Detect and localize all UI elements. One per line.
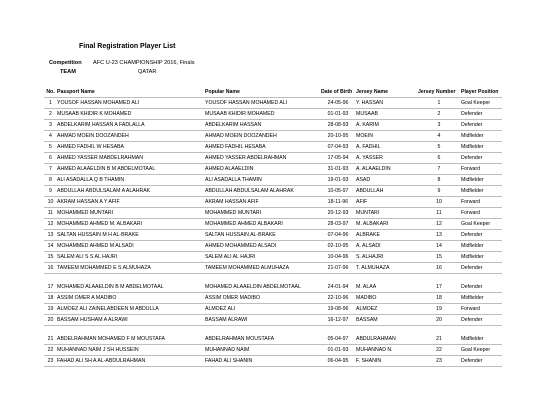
header-popular-name: Popular Name (204, 87, 320, 98)
cell-no: 22 (44, 345, 56, 356)
table-row (44, 98, 502, 109)
cell-passport-name: YOUSOF HASSAN MOHAMED ALI (56, 98, 204, 109)
cell-jersey-number: 16 (417, 263, 460, 274)
cell-jersey-number: 12 (417, 219, 460, 230)
cell-no: 5 (44, 142, 56, 153)
cell-jersey-name: MUSAAB (355, 109, 417, 120)
cell-date-of-birth: 28-03-97 (320, 219, 355, 230)
table-row (44, 263, 502, 274)
cell-date-of-birth: 20-10-95 (320, 131, 355, 142)
cell-player-position: Defender (460, 274, 502, 293)
cell-date-of-birth: 10-05-97 (320, 186, 355, 197)
cell-jersey-number: 23 (417, 356, 460, 367)
cell-date-of-birth: 10-04-96 (320, 252, 355, 263)
table-row (44, 120, 502, 131)
cell-no: 16 (44, 263, 56, 274)
table-row (44, 219, 502, 230)
cell-passport-name: AHMED ALAAELDIN B M ABDELMOTAAL (56, 164, 204, 175)
table-header-row (44, 87, 502, 98)
cell-jersey-name: ABDULLAH (355, 186, 417, 197)
cell-passport-name: AHMED FADHIL W HESABA (56, 142, 204, 153)
cell-no: 14 (44, 241, 56, 252)
cell-jersey-number: 20 (417, 315, 460, 326)
cell-date-of-birth: 31-01-93 (320, 164, 355, 175)
cell-popular-name: MOHAMMED MUNTARI (204, 208, 320, 219)
cell-popular-name: ALMOEZ ALI (204, 304, 320, 315)
cell-popular-name: ABDELRAHMAN MOUSTAFA (204, 326, 320, 345)
cell-passport-name: MUHANNAD NAIM J SH HUSSEIN (56, 345, 204, 356)
cell-passport-name: TAMEEM MOHAMMED E S ALMUHAZA (56, 263, 204, 274)
cell-passport-name: BASSAM HUSHAM A ALRAWI (56, 315, 204, 326)
cell-passport-name: AHMAD MOEIN DOOZANDEH (56, 131, 204, 142)
cell-jersey-name: F. SHANIN (355, 356, 417, 367)
table-row (44, 241, 502, 252)
cell-jersey-name: ABDULRAHMAN (355, 326, 417, 345)
table-row (44, 109, 502, 120)
cell-jersey-name: Y. HASSAN (355, 98, 417, 109)
cell-jersey-number: 5 (417, 142, 460, 153)
cell-jersey-name: MUHANNAD N. (355, 345, 417, 356)
cell-no: 21 (44, 326, 56, 345)
cell-player-position: Goal Keeper (460, 98, 502, 109)
cell-passport-name: SALEM ALI S S AL HAJRI (56, 252, 204, 263)
cell-date-of-birth: 07-04-96 (320, 230, 355, 241)
cell-player-position: Defender (460, 153, 502, 164)
cell-player-position: Midfielder (460, 241, 502, 252)
cell-player-position: Forward (460, 304, 502, 315)
cell-jersey-number: 3 (417, 120, 460, 131)
cell-date-of-birth: 07-04-93 (320, 142, 355, 153)
cell-passport-name: MOHAMMED AHMED M. ALBAKARI (56, 219, 204, 230)
header-player-position: Player Position (460, 87, 502, 98)
cell-player-position: Midfielder (460, 142, 502, 153)
cell-date-of-birth: 16-12-97 (320, 315, 355, 326)
cell-jersey-number: 15 (417, 252, 460, 263)
cell-passport-name: ALI ASADALLA Q B THAMIN (56, 175, 204, 186)
cell-jersey-name: M. ALBAKARI (355, 219, 417, 230)
cell-popular-name: SALEM ALI AL HAJRI (204, 252, 320, 263)
cell-jersey-number: 9 (417, 186, 460, 197)
cell-popular-name: BASSAM ALRAWI (204, 315, 320, 326)
cell-date-of-birth: 19-08-96 (320, 304, 355, 315)
cell-no: 11 (44, 208, 56, 219)
cell-popular-name: MOHAMMED AHMED ALBAKARI (204, 219, 320, 230)
cell-jersey-number: 8 (417, 175, 460, 186)
table-row (44, 197, 502, 208)
cell-popular-name: YOUSOF HASSAN MOHAMED ALI (204, 98, 320, 109)
cell-no: 4 (44, 131, 56, 142)
cell-jersey-number: 10 (417, 197, 460, 208)
cell-date-of-birth: 02-10-95 (320, 241, 355, 252)
cell-popular-name: TAMEEM MOHAMMED ALMUHAZA (204, 263, 320, 274)
player-list-table (44, 87, 502, 367)
table-row (44, 345, 502, 356)
cell-no: 17 (44, 274, 56, 293)
cell-jersey-name: ALMOEZ (355, 304, 417, 315)
cell-no: 3 (44, 120, 56, 131)
header-date-of-birth: Date of Birth (320, 87, 355, 98)
cell-passport-name: FAHAD ALI SH A AL-ABDULRAHMAN (56, 356, 204, 367)
table-row (44, 274, 502, 293)
cell-date-of-birth: 24-01-94 (320, 274, 355, 293)
cell-no: 12 (44, 219, 56, 230)
cell-no: 23 (44, 356, 56, 367)
cell-jersey-name: A. YASSER (355, 153, 417, 164)
competition-value: AFC U-23 CHAMPIONSHIP 2016, Finals (93, 60, 195, 66)
cell-no: 10 (44, 197, 56, 208)
cell-jersey-name: MUNTARI (355, 208, 417, 219)
cell-passport-name: MOHAMMED MUNTARI (56, 208, 204, 219)
cell-passport-name: AKRAM HASSAN A Y AFIF (56, 197, 204, 208)
cell-jersey-number: 13 (417, 230, 460, 241)
cell-date-of-birth: 18-11-96 (320, 197, 355, 208)
cell-player-position: Forward (460, 208, 502, 219)
table-row (44, 131, 502, 142)
cell-jersey-number: 7 (417, 164, 460, 175)
cell-player-position: Defender (460, 230, 502, 241)
cell-player-position: Midfielder (460, 131, 502, 142)
table-row (44, 186, 502, 197)
cell-date-of-birth: 05-04-97 (320, 326, 355, 345)
cell-date-of-birth: 24-05-96 (320, 98, 355, 109)
cell-jersey-name: MADIBO (355, 293, 417, 304)
cell-no: 9 (44, 186, 56, 197)
cell-jersey-number: 6 (417, 153, 460, 164)
cell-jersey-name: MOEIN (355, 131, 417, 142)
cell-no: 8 (44, 175, 56, 186)
cell-passport-name: SALTAN HUSSAIN M H AL-BRAKE (56, 230, 204, 241)
cell-jersey-name: A. KARIM (355, 120, 417, 131)
cell-no: 1 (44, 98, 56, 109)
cell-jersey-name: BASSAM (355, 315, 417, 326)
cell-jersey-number: 4 (417, 131, 460, 142)
cell-jersey-number: 22 (417, 345, 460, 356)
cell-passport-name: ALMOEZ ALI ZAINELABDEEN M ABDULLA (56, 304, 204, 315)
team-label: TEAM (60, 69, 76, 75)
table-row (44, 326, 502, 345)
team-value: QATAR (138, 69, 157, 75)
cell-jersey-number: 19 (417, 304, 460, 315)
cell-popular-name: AKRAM HASSAN AFIF (204, 197, 320, 208)
table-row (44, 153, 502, 164)
cell-player-position: Defender (460, 315, 502, 326)
cell-jersey-name: M. ALAA (355, 274, 417, 293)
cell-popular-name: AHMAD MOEIN DOOZANDEH (204, 131, 320, 142)
cell-player-position: Defender (460, 120, 502, 131)
cell-passport-name: ABDULLAH ABDULSALAM A ALAHRAK (56, 186, 204, 197)
cell-no: 19 (44, 304, 56, 315)
cell-passport-name: ABDELKARIM HASSAN A FADLALLA (56, 120, 204, 131)
cell-jersey-number: 18 (417, 293, 460, 304)
cell-player-position: Goal Keeper (460, 219, 502, 230)
cell-player-position: Midfielder (460, 175, 502, 186)
cell-jersey-name: A. ALAAELDIN (355, 164, 417, 175)
cell-player-position: Defender (460, 356, 502, 367)
cell-jersey-number: 11 (417, 208, 460, 219)
table-row (44, 304, 502, 315)
cell-date-of-birth: 21-07-96 (320, 263, 355, 274)
cell-player-position: Midfielder (460, 293, 502, 304)
cell-popular-name: ABDELKARIM HASSAN (204, 120, 320, 131)
cell-jersey-name: S. ALHAJRI (355, 252, 417, 263)
cell-player-position: Midfielder (460, 186, 502, 197)
cell-no: 15 (44, 252, 56, 263)
table-row (44, 175, 502, 186)
cell-popular-name: AHMED MOHAMMED ALSADI (204, 241, 320, 252)
cell-popular-name: MUSAAB KHIDIR MOHAMED (204, 109, 320, 120)
cell-date-of-birth: 28-08-93 (320, 120, 355, 131)
cell-player-position: Goal Keeper (460, 345, 502, 356)
cell-passport-name: MOHAMED ALAAELDIN B M ABDELMOTAAL (56, 274, 204, 293)
cell-no: 13 (44, 230, 56, 241)
competition-label: Competition (49, 60, 82, 66)
cell-no: 2 (44, 109, 56, 120)
cell-player-position: Defender (460, 263, 502, 274)
cell-jersey-number: 17 (417, 274, 460, 293)
cell-passport-name: ABDELRAHMAN MOHAMED F M MOUSTAFA (56, 326, 204, 345)
cell-date-of-birth: 01-01-93 (320, 109, 355, 120)
cell-popular-name: SALTAN HUSSAIN AL-BRAKE (204, 230, 320, 241)
cell-player-position: Midfielder (460, 252, 502, 263)
cell-no: 18 (44, 293, 56, 304)
cell-popular-name: ABDULLAH ABDULSALAM ALAHRAK (204, 186, 320, 197)
cell-jersey-name: A. ALSADI (355, 241, 417, 252)
cell-jersey-number: 14 (417, 241, 460, 252)
cell-passport-name: MUSAAB KHIDIR K MOHAMED (56, 109, 204, 120)
cell-popular-name: AHMED ALAAELDIN (204, 164, 320, 175)
document-title: Final Registration Player List (79, 43, 176, 50)
cell-jersey-name: ALBRAKE (355, 230, 417, 241)
cell-jersey-name: T. ALMUHAZA (355, 263, 417, 274)
cell-passport-name: MOHAMMED AHMED M ALSADI (56, 241, 204, 252)
cell-jersey-name: ASAD (355, 175, 417, 186)
table-row (44, 293, 502, 304)
cell-popular-name: FAHAD ALI SHANIN (204, 356, 320, 367)
table-row (44, 142, 502, 153)
cell-popular-name: AHMED FADHIL HESABA (204, 142, 320, 153)
cell-popular-name: ASSIM OMER MADIBO (204, 293, 320, 304)
cell-passport-name: AHMED YASSER MABDELRAHMAN (56, 153, 204, 164)
table-row (44, 315, 502, 326)
header-jersey-name: Jersey Name (355, 87, 417, 98)
cell-jersey-number: 2 (417, 109, 460, 120)
cell-no: 7 (44, 164, 56, 175)
cell-player-position: Midfielder (460, 326, 502, 345)
cell-passport-name: ASSIM OMER A MADIBO (56, 293, 204, 304)
cell-popular-name: MOHAMED ALAAELDIN ABDELMOTAAL (204, 274, 320, 293)
cell-player-position: Defender (460, 109, 502, 120)
header-passport-name: Passport Name (56, 87, 204, 98)
header-no: No. (44, 87, 56, 98)
cell-no: 6 (44, 153, 56, 164)
cell-player-position: Forward (460, 164, 502, 175)
cell-player-position: Forward (460, 197, 502, 208)
header-jersey-number: Jersey Number (417, 87, 460, 98)
table-row (44, 164, 502, 175)
cell-no: 20 (44, 315, 56, 326)
cell-date-of-birth: 22-10-96 (320, 293, 355, 304)
table-row (44, 252, 502, 263)
cell-date-of-birth: 19-01-93 (320, 175, 355, 186)
cell-date-of-birth: 20-12-93 (320, 208, 355, 219)
cell-popular-name: MUHANNAD NAIM (204, 345, 320, 356)
cell-jersey-name: AFIF (355, 197, 417, 208)
table-row (44, 230, 502, 241)
cell-date-of-birth: 06-04-95 (320, 356, 355, 367)
cell-popular-name: ALI ASADALLA THAMIN (204, 175, 320, 186)
cell-popular-name: AHMED YASSER ABDELRAHMAN (204, 153, 320, 164)
cell-jersey-number: 21 (417, 326, 460, 345)
table-row (44, 356, 502, 367)
table-row (44, 208, 502, 219)
cell-jersey-name: A. FADHIL (355, 142, 417, 153)
cell-jersey-number: 1 (417, 98, 460, 109)
cell-date-of-birth: 17-05-94 (320, 153, 355, 164)
cell-date-of-birth: 01-01-93 (320, 345, 355, 356)
